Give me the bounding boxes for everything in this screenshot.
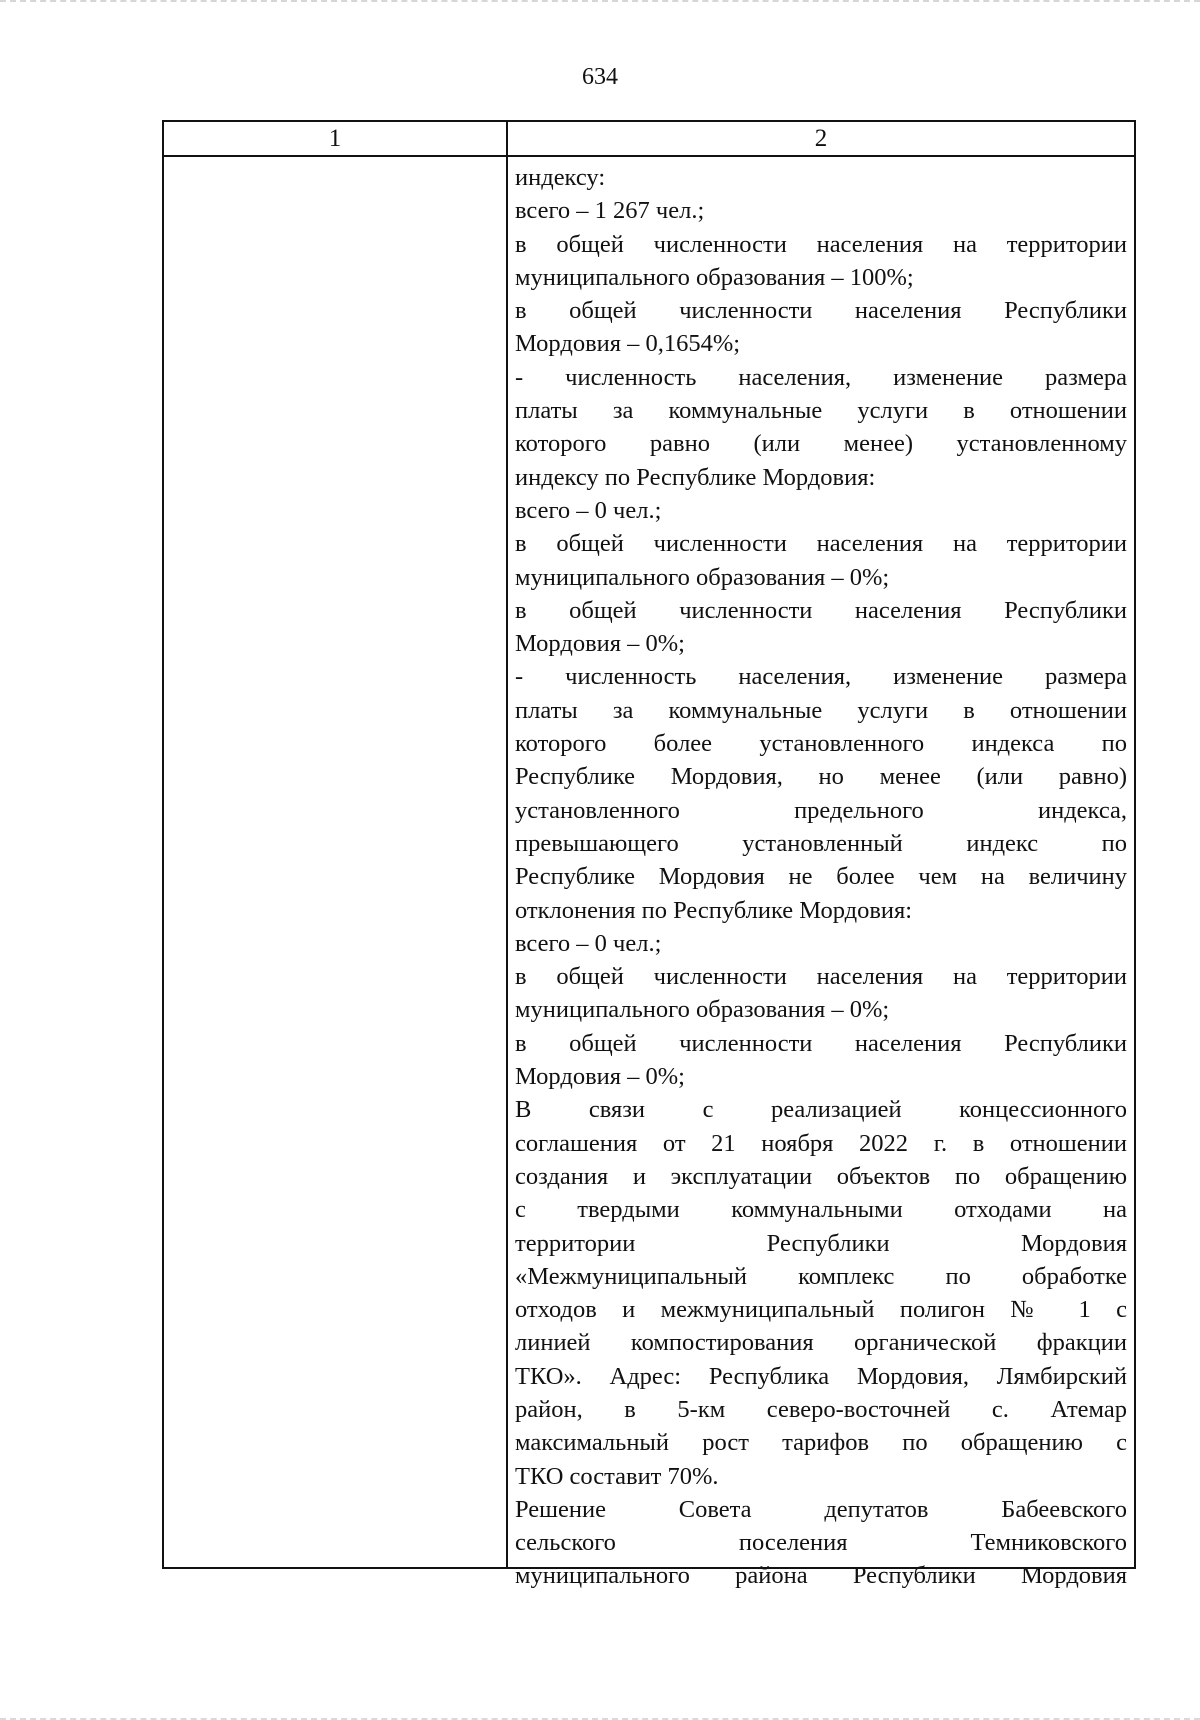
text-line: в общей численности населения Республики bbox=[515, 596, 1127, 624]
text-line: муниципального района Республики Мордовия bbox=[515, 1562, 1127, 1590]
text-line: ТКО составит 70%. bbox=[515, 1462, 719, 1490]
text-line: с твердыми коммунальными отходами на bbox=[515, 1196, 1127, 1224]
text-line: Республике Мордовия, но менее (или равно) bbox=[515, 763, 1127, 791]
text-line: муниципального образования – 0%; bbox=[515, 996, 890, 1024]
text-line: Мордовия – 0%; bbox=[515, 630, 685, 658]
text-line: Решение Совета депутатов Бабеевского bbox=[515, 1495, 1127, 1523]
text-line: всего – 0 чел.; bbox=[515, 496, 662, 524]
text-line: индексу по Республике Мордовия: bbox=[515, 463, 876, 491]
scan-top-edge bbox=[0, 0, 1200, 8]
text-line: - численность населения, изменение размера bbox=[515, 663, 1127, 691]
text-line: муниципального образования – 0%; bbox=[515, 563, 890, 591]
text-line: которого более установленного индекса по bbox=[515, 730, 1127, 758]
page-number: 634 bbox=[582, 64, 618, 90]
text-line: соглашения от 21 ноября 2022 г. в отношении bbox=[515, 1129, 1127, 1157]
text-line: ТКО». Адрес: Республика Мордовия, Лямбирский bbox=[515, 1362, 1127, 1390]
text-line: в общей численности населения Республики bbox=[515, 297, 1127, 325]
text-line: линией компостирования органической фракции bbox=[515, 1329, 1127, 1357]
text-line: Мордовия – 0,1654%; bbox=[515, 330, 741, 358]
text-line: создания и эксплуатации объектов по обращению bbox=[515, 1162, 1127, 1190]
text-line: установленного предельного индекса, bbox=[515, 796, 1127, 824]
text-line: муниципального образования – 100%; bbox=[515, 263, 914, 291]
text-line: в общей численности населения на территории bbox=[515, 530, 1127, 558]
text-line: в общей численности населения на территории bbox=[515, 230, 1127, 258]
column-divider bbox=[506, 122, 508, 1567]
column-2-cell bbox=[515, 161, 1127, 1593]
text-line: - численность населения, изменение размера bbox=[515, 363, 1127, 391]
column-1-header: 1 bbox=[328, 125, 342, 152]
text-line: всего – 0 чел.; bbox=[515, 929, 662, 957]
text-line: «Межмуниципальный комплекс по обработке bbox=[515, 1262, 1127, 1290]
column-2-header: 2 bbox=[814, 125, 828, 152]
text-line: которого равно (или менее) установленному bbox=[515, 430, 1127, 458]
text-line: отходов и межмуниципальный полигон № 1 с bbox=[515, 1296, 1127, 1324]
text-line: Мордовия – 0%; bbox=[515, 1063, 685, 1091]
text-line: максимальный рост тарифов по обращению с bbox=[515, 1429, 1127, 1457]
text-line: отклонения по Республике Мордовия: bbox=[515, 896, 913, 924]
text-line: территории Республики Мордовия bbox=[515, 1229, 1127, 1257]
text-line: платы за коммунальные услуги в отношении bbox=[515, 696, 1127, 724]
table-header-row bbox=[164, 122, 1134, 157]
text-line: превышающего установленный индекс по bbox=[515, 829, 1127, 857]
text-line: сельского поселения Темниковского bbox=[515, 1529, 1127, 1557]
text-line: всего – 1 267 чел.; bbox=[515, 197, 705, 225]
document-table bbox=[162, 120, 1136, 1590]
text-line: Республике Мордовия не более чем на величину bbox=[515, 863, 1127, 891]
text-line: индексу: bbox=[515, 164, 606, 191]
text-line: район, в 5-км северо-восточней с. Атемар bbox=[515, 1395, 1127, 1423]
text-line: В связи с реализацией концессионного bbox=[515, 1096, 1127, 1124]
scan-bottom-edge bbox=[0, 1712, 1200, 1720]
text-line: в общей численности населения на территории bbox=[515, 963, 1127, 991]
text-line: платы за коммунальные услуги в отношении bbox=[515, 397, 1127, 425]
text-line: в общей численности населения Республики bbox=[515, 1029, 1127, 1057]
